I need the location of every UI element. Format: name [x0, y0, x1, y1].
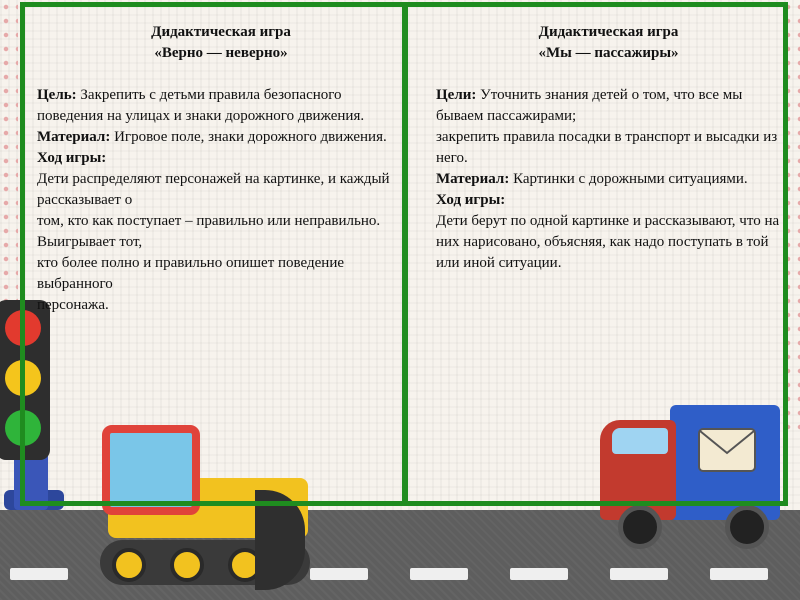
right-material-label: Материал:	[436, 171, 510, 187]
left-game-card	[37, 22, 405, 316]
road-marking	[610, 568, 668, 580]
right-goal-text: Уточнить знания детей о том, что все мы бываем пассажирами;	[436, 87, 743, 124]
right-material-text: Картинки с дорожными ситуациями.	[509, 171, 748, 187]
right-material	[436, 169, 781, 190]
left-goal-label: Цель:	[37, 87, 77, 103]
left-process-line2: том, кто как поступает – правильно или неправильно. Выигрывает тот,	[37, 213, 381, 250]
left-material-text: Игровое поле, знаки дорожного движения.	[110, 129, 387, 145]
bulldozer-wheel-icon	[112, 548, 146, 582]
left-goal-text: Закрепить с детьми правила безопасного поведения на улицах и знаки дорожного движения.	[37, 87, 365, 124]
left-process-label: Ход игры:	[37, 150, 107, 166]
left-title-line1: Дидактическая игра	[151, 24, 291, 40]
road-marking	[10, 568, 68, 580]
truck-wheel-icon	[725, 505, 769, 549]
right-title-line1: Дидактическая игра	[538, 24, 679, 40]
left-title-line2: «Верно — неверно»	[154, 45, 288, 61]
left-process-line3: кто более полно и правильно опишет поведение выбранного	[37, 255, 345, 292]
road-marking	[510, 568, 568, 580]
left-material	[37, 127, 405, 148]
road-marking	[410, 568, 468, 580]
left-material-label: Материал:	[37, 129, 111, 145]
right-goal	[436, 85, 781, 127]
bulldozer-wheel-icon	[170, 548, 204, 582]
right-goal-line2: закрепить правила посадки в транспорт и высадки из него.	[436, 129, 778, 166]
truck-wheel-icon	[618, 505, 662, 549]
left-process-line4: персонажа.	[37, 297, 109, 313]
right-goal-label: Цели:	[436, 87, 477, 103]
right-game-card	[436, 22, 781, 274]
right-process-text: Дети берут по одной картинке и рассказывают, что на них нарисовано, объясняя, как надо поступать в той или иной ситуации.	[436, 213, 780, 271]
right-title-line2: «Мы — пассажиры»	[538, 45, 679, 61]
left-goal	[37, 85, 405, 127]
road-marking	[310, 568, 368, 580]
road-marking	[710, 568, 768, 580]
left-process-line1: Дети распределяют персонажей на картинке, и каждый рассказывает о	[37, 171, 390, 208]
right-process-label: Ход игры:	[436, 192, 506, 208]
